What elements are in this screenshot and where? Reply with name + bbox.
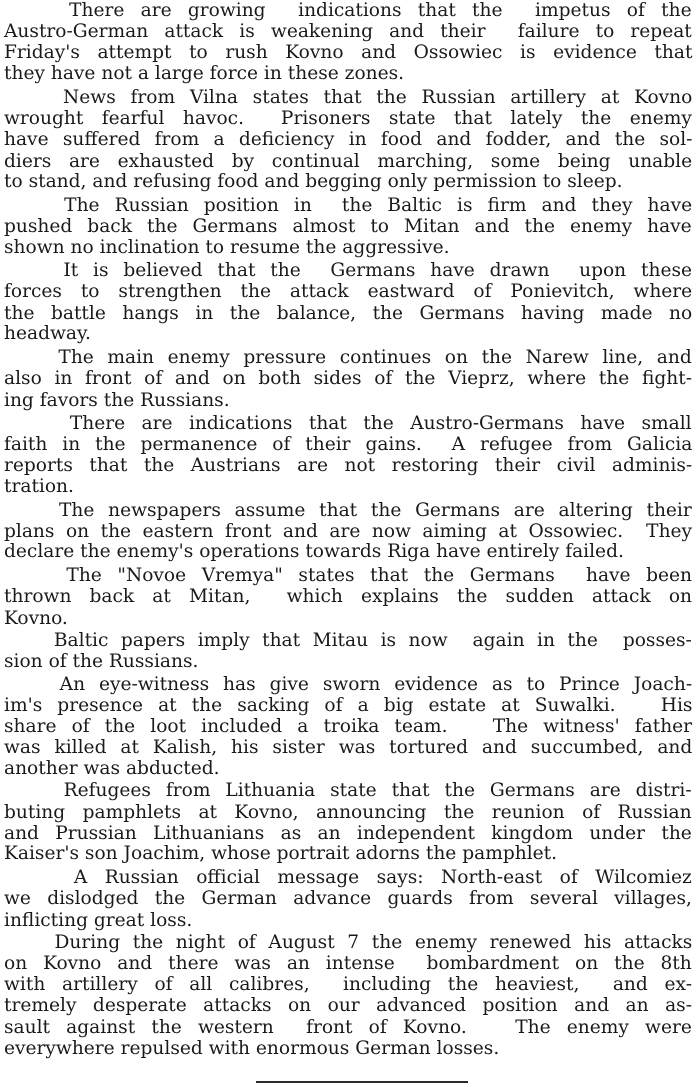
text-line: the battle hangs in the balance, the Germans having made no [4,303,693,324]
text-line: faith in the permanence of their gains. A refugee from Galicia [4,434,693,455]
text-line: There are growing indications that the impetus of the [4,0,692,21]
text-line: declare the enemy's operations towards Riga have entirely failed. [4,541,624,562]
text-line: forces to strengthen the attack eastward of Ponievitch, where [4,281,693,302]
text-line: everywhere repulsed with enormous German losses. [4,1038,500,1059]
text-line: im's presence at the sacking of a big estate at Suwalki. His [4,695,693,716]
text-line: and Prussian Lithuanians as an independent kingdom under the [4,823,692,844]
text-line: sion of the Russians. [4,651,199,672]
text-line: Friday's attempt to rush Kovno and Ossowiec is evidence that [4,42,693,63]
text-line: There are indications that the Austro-Germans have small [4,413,692,434]
text-line: The newspapers assume that the Germans are altering their [4,500,692,521]
text-line: Austro-German attack is weakening and their failure to repeat [4,21,692,42]
text-line: they have not a large force in these zones. [4,63,405,84]
text-line: have suffered from a deficiency in food and fodder, and the sol- [4,129,693,150]
text-line: Kovno. [4,608,68,629]
text-line: share of the loot included a troika team. The witness' father [4,716,693,737]
text-line: Baltic papers imply that Mitau is now again in the posses- [4,630,692,651]
text-line: thrown back at Mitan, which explains the sudden attack on [4,586,693,607]
text-line: buting pamphlets at Kovno, announcing the reunion of Russian [4,802,692,823]
text-line: ing favors the Russians. [4,390,230,411]
text-line: It is believed that the Germans have drawn upon these [4,260,692,281]
text-line: During the night of August 7 the enemy renewed his attacks [4,932,693,953]
text-line: tremely desperate attacks on our advanced position and an as- [4,995,692,1016]
text-line: pushed back the Germans almost to Mitan and the enemy have [4,216,692,237]
text-line: The main enemy pressure continues on the Narew line, and [4,347,692,368]
text-line: The "Novoe Vremya" states that the Germans have been [4,565,693,586]
text-line: diers are exhausted by continual marching, some being unable [4,151,693,172]
text-line: on Kovno and there was an intense bombardment on the 8th [4,953,692,974]
text-line: An eye-witness has give sworn evidence as to Prince Joach- [4,674,693,695]
text-line: sault against the western front of Kovno. The enemy were [4,1017,692,1038]
text-line: Refugees from Lithuania state that the Germans are distri- [4,780,692,801]
text-line: reports that the Austrians are not restoring their civil adminis- [4,455,693,476]
text-line: plans on the eastern front and are now aiming at Ossowiec. They [4,521,693,542]
text-line: shown no inclination to resume the aggressive. [4,237,450,258]
text-line: also in front of and on both sides of the Vieprz, where the fight- [4,368,692,389]
text-line: with artillery of all calibres, including the heaviest, and ex- [4,974,692,995]
text-line: inflicting great loss. [4,910,193,931]
text-line: we dislodged the German advance guards from several villages, [4,888,692,909]
text-line: wrought fearful havoc. Prisoners state that lately the enemy [4,108,692,129]
text-line: headway. [4,323,91,344]
text-line: tration. [4,476,74,497]
text-line: News from Vilna states that the Russian artillery at Kovno [4,87,693,108]
text-line: to stand, and refusing food and begging only permission to sleep. [4,171,623,192]
text-line: Kaiser's son Joachim, whose portrait adorns the pamphlet. [4,843,558,864]
text-line: A Russian official message says: North-east of Wilcomiez [4,867,692,888]
closing-rule [256,1081,468,1083]
text-line: another was abducted. [4,758,220,779]
text-line: The Russian position in the Baltic is firm and they have [4,195,693,216]
text-line: was killed at Kalish, his sister was tortured and succumbed, and [4,737,693,758]
